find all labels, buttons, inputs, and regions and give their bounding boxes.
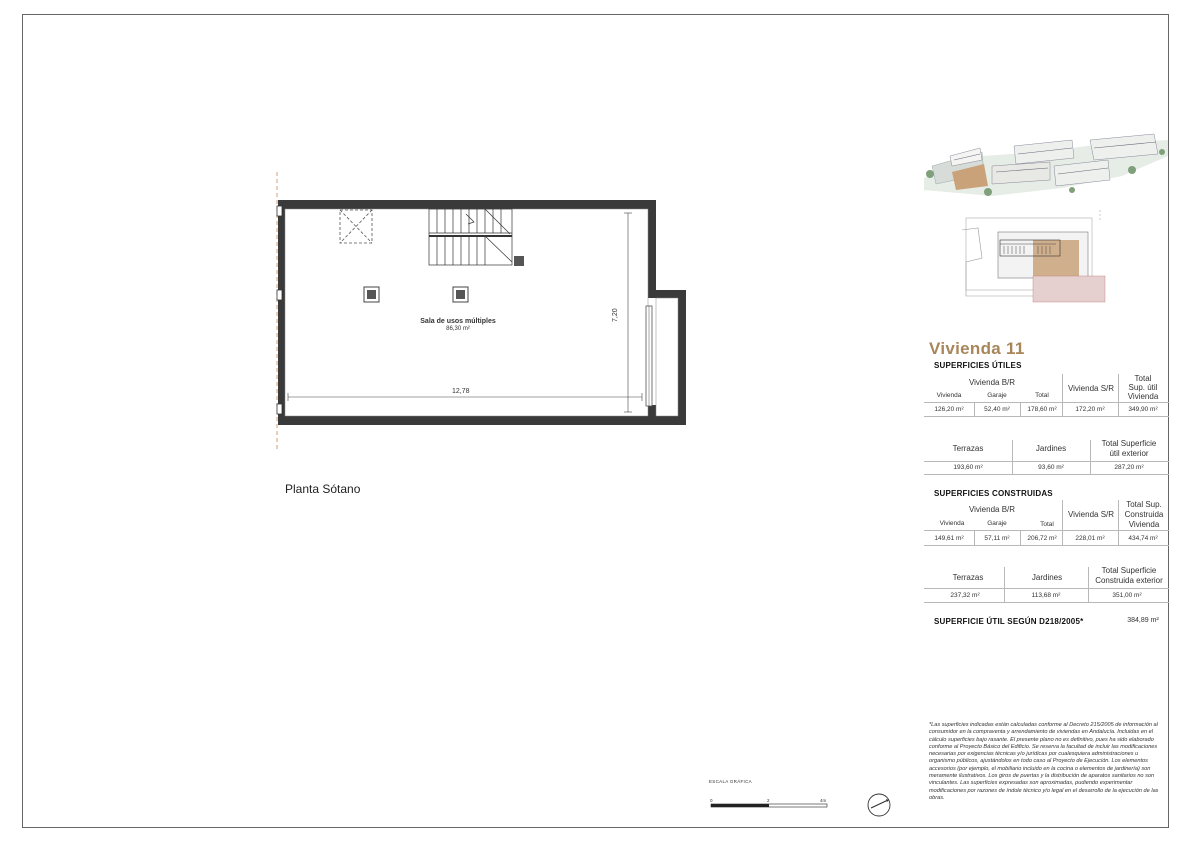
plan-title: Planta Sótano <box>285 482 361 496</box>
utiles-value-total: 178,60 m² <box>1027 406 1057 413</box>
construidas-value-sup-total: 434,74 m² <box>1128 535 1158 542</box>
utiles-ext-jardines: Jardines <box>1035 444 1067 453</box>
unit-title: Vivienda 11 <box>929 339 1025 358</box>
utiles-ext-total: Total Superficie útil exterior <box>1101 439 1157 458</box>
construidas-col-sr: Vivienda S/R <box>1067 510 1115 519</box>
construidas-ext-value-terrazas: 237,32 m² <box>950 592 980 599</box>
section-heading-utiles: SUPERFICIES ÚTILES <box>934 361 1022 370</box>
construidas-col-total: Total Sup. Construida Vivienda <box>1124 500 1164 529</box>
room-area: 86,30 m² <box>446 326 470 332</box>
dimension-width: 12,78 <box>452 388 470 395</box>
utiles-ext-value-terrazas: 193,60 m² <box>953 464 983 471</box>
dimension-height: 7,20 <box>612 308 619 322</box>
construidas-ext-value-total: 351,00 m² <box>1112 592 1142 599</box>
construidas-value-garaje: 57,11 m² <box>984 535 1010 542</box>
utiles-sub-garaje: Garaje <box>987 392 1007 399</box>
utiles-ext-value-total: 287,20 m² <box>1114 464 1144 471</box>
utiles-col-sr: Vivienda S/R <box>1067 384 1115 393</box>
construidas-ext-total: Total Superficie Construida exterior <box>1095 566 1163 585</box>
construidas-value-total: 206,72 m² <box>1027 535 1057 542</box>
scale-bar <box>710 803 830 811</box>
construidas-sub-garaje: Garaje <box>987 520 1007 527</box>
room-name: Sala de usos múltiples <box>420 318 496 325</box>
construidas-group-br: Vivienda B/R <box>968 505 1016 514</box>
construidas-ext-value-jardines: 113,68 m² <box>1031 592 1061 599</box>
section-heading-construidas: SUPERFICIES CONSTRUIDAS <box>934 489 1053 498</box>
construidas-sub-vivienda: Vivienda <box>939 520 965 527</box>
construidas-value-sr: 228,01 m² <box>1075 535 1105 542</box>
construidas-value-vivienda: 149,61 m² <box>934 535 964 542</box>
utiles-sub-total: Total <box>1035 392 1049 399</box>
utiles-value-garaje: 52,40 m² <box>984 406 1010 413</box>
utiles-sub-vivienda: Vivienda <box>936 392 962 399</box>
north-arrow-icon <box>866 792 892 818</box>
scale-tick-2: 2 <box>767 798 770 803</box>
scale-tick-0: 0 <box>710 798 713 803</box>
construidas-sub-total: Total <box>1040 521 1054 528</box>
scale-tick-4: 4m <box>820 798 827 803</box>
utiles-ext-value-jardines: 93,60 m² <box>1038 464 1064 471</box>
construidas-ext-jardines: Jardines <box>1031 573 1063 582</box>
site-plan-thumbnail <box>960 210 1110 305</box>
scale-label: ESCALA GRÁFICA <box>709 779 752 784</box>
legal-footnote: *Las superficies indicadas están calculadas conforme al Decreto 215/2005 de información al consumidor en la compraventa y arrendamiento de viviendas en Andalucía. Incluidas en el cálculo superficies bajo rasante. El presente plano no es definitivo, pues ha sido elaborado conforme al Proyecto Básico del Edificio. Se reserva la facultad de incluir las modificaciones necesarias por exigencias técnicas y/o jurídicas por cualesquiera administraciones u organismo públicos, ajustándolos en todo caso al Proyecto de Ejecución. Los elementos accesorios (por ejemplo, el mobiliario incluido en la cocina o elementos de jardinería) son meramente ilustrativos. Los giros de puertas y la distribución de aparatos sanitarios no son vinculantes. Las superficies expresadas son aproximadas, pudiendo experimentar modificaciones por razones de índole técnico y/o legal en el desarrollo de la ejecución de las obras. <box>929 722 1159 801</box>
utiles-ext-terrazas: Terrazas <box>952 444 984 453</box>
building-rendering-image <box>922 126 1170 198</box>
utiles-value-sup-total: 349,90 m² <box>1128 406 1158 413</box>
utiles-value-vivienda: 126,20 m² <box>934 406 964 413</box>
construidas-ext-terrazas: Terrazas <box>952 573 984 582</box>
utiles-group-br: Vivienda B/R <box>968 378 1016 387</box>
utiles-value-sr: 172,20 m² <box>1075 406 1105 413</box>
d218-label: SUPERFICIE ÚTIL SEGÚN D218/2005* <box>934 617 1084 626</box>
utiles-col-total: Total Sup. útil Vivienda <box>1127 374 1159 401</box>
d218-value: 384,89 m² <box>1127 617 1159 624</box>
